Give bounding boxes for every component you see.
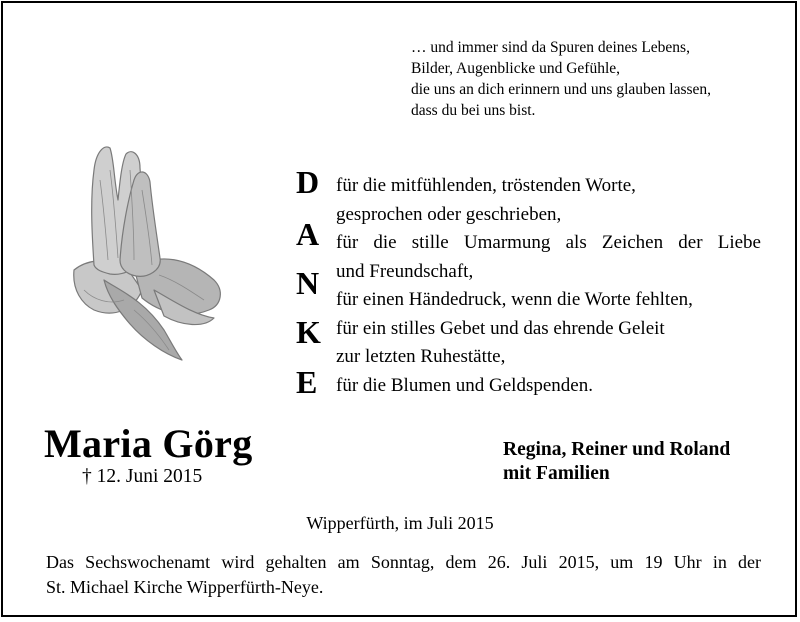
death-date: † 12. Juni 2015 (82, 466, 203, 487)
thanks-text (336, 172, 761, 400)
quote-line: Bilder, Augenblicke und Gefühle, (411, 60, 621, 77)
quote-line: dass du bei uns bist. (411, 102, 536, 119)
memorial-quote (411, 37, 771, 121)
thanks-line: für die Blumen und Geldspenden. (336, 374, 593, 396)
notice-line: St. Michael Kirche Wipperfürth-Neye. (46, 577, 324, 597)
thanks-line: und Freundschaft, (336, 260, 474, 282)
acrostic-letter: N (296, 265, 320, 301)
thanks-line: für die mitfühlenden, tröstenden Worte, (336, 175, 636, 196)
thanks-line: für einen Händedruck, wenn die Worte fehlten, (336, 289, 693, 310)
service-notice (46, 550, 761, 600)
acrostic-letter: D (296, 164, 320, 200)
acrostic-letter: K (296, 314, 321, 350)
quote-line: die uns an dich erinnern und uns glauben lassen, (411, 81, 712, 98)
family-line: Regina, Reiner und Roland (503, 439, 731, 460)
family-signature (503, 438, 730, 486)
thanks-line: gesprochen oder geschrieben, (336, 203, 562, 225)
deceased-name: Maria Görg (44, 421, 253, 466)
thanks-line: zur letzten Ruhestätte, (336, 346, 506, 367)
notice-line: Das Sechswochenamt wird gehalten am Sonntag, dem 26. Juli 2015, um 19 Uhr in der (46, 552, 761, 572)
acrostic-letter: E (296, 364, 318, 400)
acrostic-letter: A (296, 216, 320, 252)
praying-hands-icon (64, 140, 229, 365)
thanks-line: für ein stilles Gebet und das ehrende Geleit (336, 317, 665, 339)
thanks-line: für die stille Umarmung als Zeichen der Liebe (336, 232, 761, 253)
quote-line: … und immer sind da Spuren deines Lebens, (411, 39, 690, 56)
place-date: Wipperfürth, im Juli 2015 (306, 513, 494, 533)
family-line: mit Familien (503, 463, 610, 484)
